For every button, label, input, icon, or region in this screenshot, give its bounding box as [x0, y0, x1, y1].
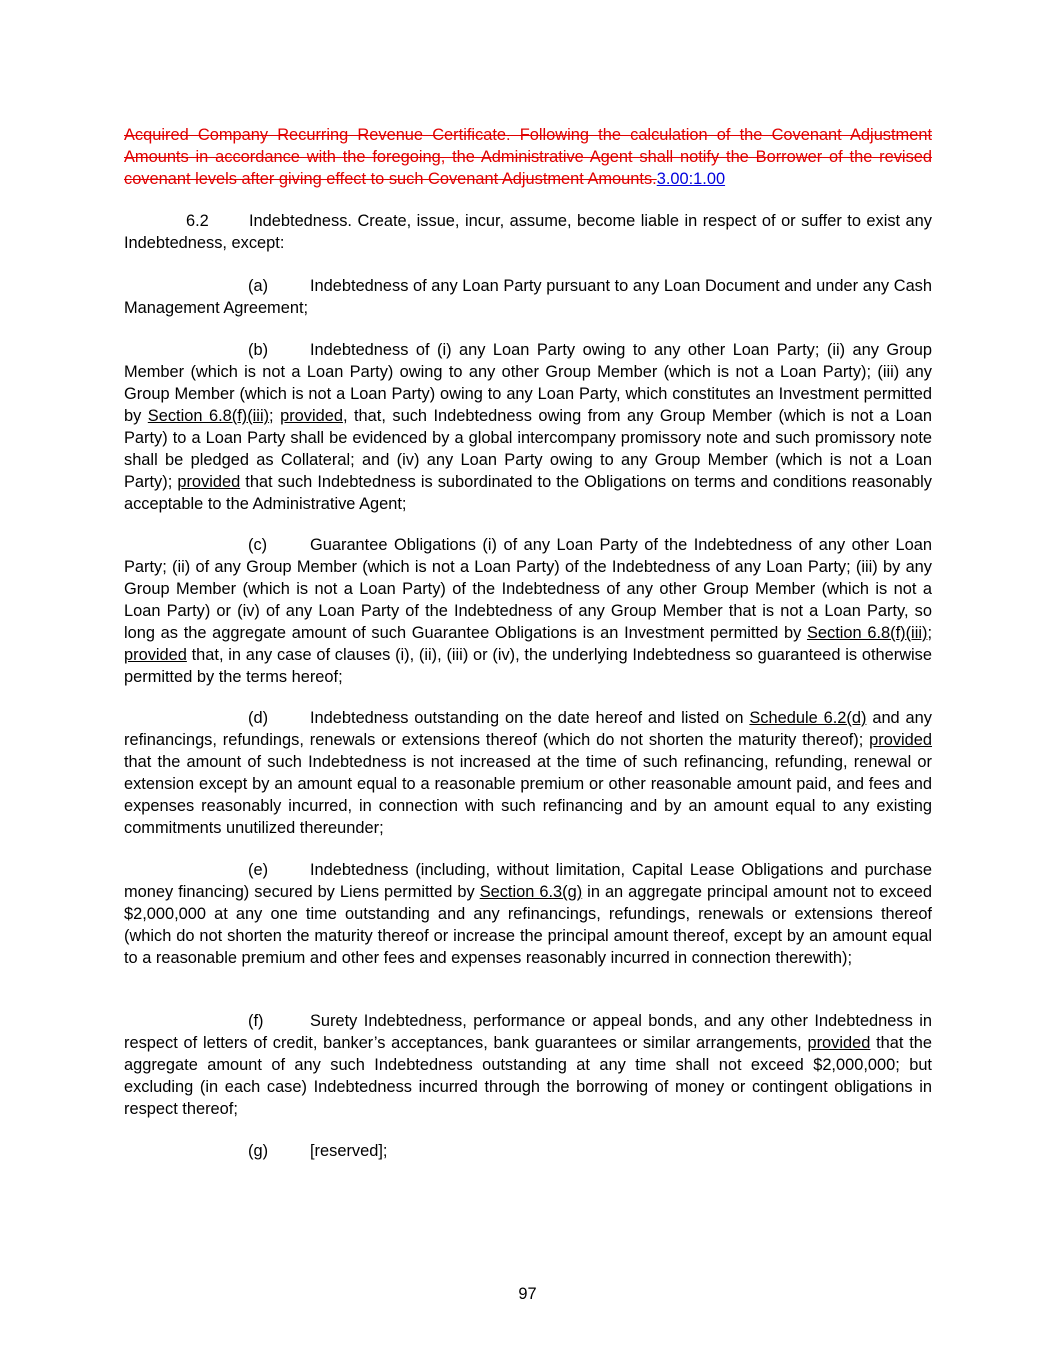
clause-text: ; [269, 407, 281, 425]
section-intro: Create, issue, incur, assume, become liable in respect of or suffer to exist any Indebtedness, except: [124, 212, 932, 252]
clause-text: ; [927, 624, 932, 642]
clause-text: that the amount of such Indebtedness is not increased at the time of such refinancing, refunding, renewal or extension except by an amount equal to a reasonable premium or other reasonable amount paid, and fees and expenses reasonably incurred, in connection with such refinancing and by an amount equal to any existing commitments unutilized thereunder; [124, 753, 932, 837]
clause-text: in an aggregate principal amount not to exceed $2,000,000 at any one time outstanding and any refinancings, refundings, renewals or extensions thereof (which do not shorten the maturity thereof or increase the principal amount thereof, except by an amount equal to a reasonable premium and other fees and expenses reasonably incurred in connection therewith); [124, 883, 932, 967]
clause-label: (b) [248, 341, 269, 359]
inserted-text: 3.00:1.00 [656, 170, 726, 188]
cross-reference: Schedule 6.2(d) [749, 709, 867, 727]
clause-label: (a) [248, 277, 269, 295]
cross-reference: Section 6.3(g) [479, 883, 583, 901]
cross-reference: Section 6.8(f)(iii) [806, 624, 928, 642]
clause-text: that such Indebtedness is subordinated to the Obligations on terms and conditions reasonably acceptable to the Administrative Agent; [124, 473, 932, 513]
clause-f [124, 1010, 932, 1120]
cross-reference: Section 6.8(f)(iii) [147, 407, 270, 425]
clause-label: (g) [248, 1142, 269, 1160]
clause-text: Indebtedness (including, without limitation, Capital Lease Obligations and purchase money financing) secured by Liens permitted by [124, 861, 932, 901]
clause-text: Surety Indebtedness, performance or appeal bonds, and any other Indebtedness in respect of letters of credit, banker’s acceptances, bank guarantees or similar arrangements, [124, 1012, 932, 1052]
page-number: 97 [518, 1285, 537, 1303]
section-number: 6.2 [186, 212, 209, 230]
clause-g [124, 1140, 932, 1162]
provided-term: provided [869, 731, 932, 749]
clause-text: Guarantee Obligations (i) of any Loan Party of the Indebtedness of any other Loan Party; (ii) of any Group Member (which is not a Loan Party) of the Indebtedness of any Loan Party; (iii) by any Group Member (which is not a Loan Party) of the Indebtedness of any other Group Member (which is not a Loan Party) or (iv) of any Loan Party of the Indebtedness of any Group Member that is not a Loan Party, so long as the aggregate amount of such Guarantee Obligations is an Investment permitted by [124, 536, 932, 642]
clause-c [124, 534, 932, 688]
clause-e [124, 859, 932, 969]
section-heading: Indebtedness. [249, 212, 352, 230]
clause-label: (f) [248, 1012, 264, 1030]
section-6-2 [124, 210, 932, 254]
clause-label: (e) [248, 861, 269, 879]
clause-text: Indebtedness outstanding on the date hereof and listed on [310, 709, 750, 727]
clause-text: Indebtedness of (i) any Loan Party owing to any other Loan Party; (ii) any Group Member (which is not a Loan Party) owing to any other Group Member (which is not a Loan Party); (iii) any Group Member (which is not a Loan Party) owing to any Loan Party, which constitutes an Investment permitted by [124, 341, 932, 425]
clause-text: that the aggregate amount of any such Indebtedness outstanding at any time shall not exceed $2,000,000; but excluding (in each case) Indebtedness incurred through the borrowing of money or contingent obligations in respect thereof; [124, 1034, 933, 1118]
clause-label: (d) [248, 709, 269, 727]
clause-d [124, 707, 932, 839]
clause-a [124, 275, 932, 319]
clause-text: , that, such Indebtedness owing from any Group Member (which is not a Loan Party) to a Loan Party shall be evidenced by a global intercompany promissory note and such promissory note shall be pledged as Collateral; and (iv) any Loan Party owing to any Group Member (which is not a Loan Party); [124, 407, 932, 491]
deleted-text: Acquired Company Recurring Revenue Certificate. Following the calculation of the Covenant Adjustment Amounts in accordance with the foregoing, the Administrative Agent shall notify the Borrower of the revised covenant levels after giving effect to such Covenant Adjustment Amounts. [124, 126, 932, 188]
clause-label: (c) [248, 536, 268, 554]
clause-text: [reserved]; [310, 1142, 388, 1160]
clause-b [124, 339, 932, 515]
provided-term: provided [177, 473, 241, 491]
clause-text: that, in any case of clauses (i), (ii), (iii) or (iv), the underlying Indebtedness so guaranteed is otherwise permitted by the terms hereof; [124, 646, 932, 686]
provided-term: provided [280, 407, 343, 425]
amended-paragraph [124, 124, 932, 190]
clause-text: and any refinancings, refundings, renewals or extensions thereof (which do not shorten the maturity thereof); [124, 709, 932, 749]
provided-term: provided [124, 646, 187, 664]
clause-text: Indebtedness of any Loan Party pursuant to any Loan Document and under any Cash Management Agreement; [124, 277, 932, 317]
provided-term: provided [807, 1034, 871, 1052]
